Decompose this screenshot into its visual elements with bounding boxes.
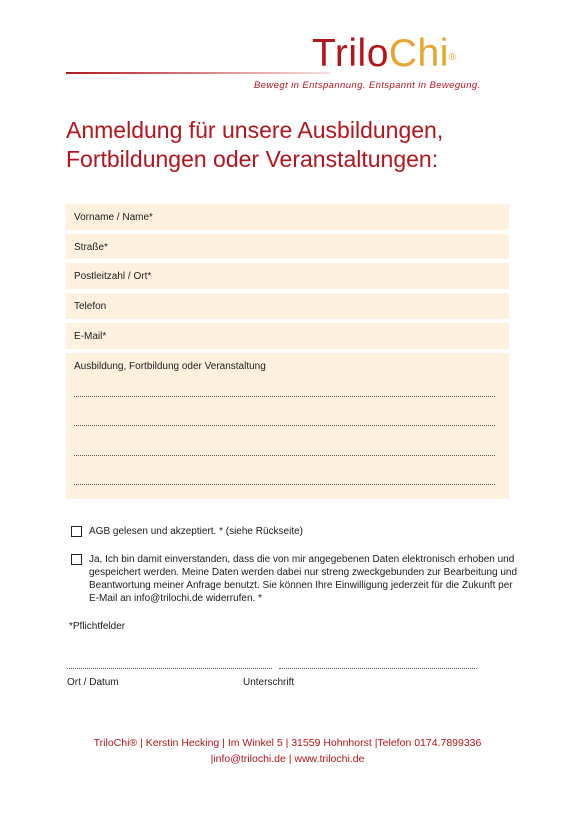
place-date-line[interactable] (67, 668, 272, 669)
agb-checkbox[interactable] (71, 526, 82, 537)
agb-checkbox-label: AGB gelesen und akzeptiert. * (siehe Rückseite) (89, 526, 303, 537)
consent-checkbox-label: Ja, Ich bin damit einverstanden, dass die von mir angegebenen Daten elektronisch erhoben und gespeichert werden. Meine Daten werden dabei nur streng zweckgebunden zur Bearbeitung und Beantwortung meiner Anfrage benutzt. Sie können Ihre Einwilligung jederzeit für die Zukunft per E-Mail an info@trilochi.de widerrufen. * (89, 554, 518, 604)
trilochi-logo (312, 34, 457, 74)
name-field-label: Vorname / Name* (74, 212, 153, 223)
title-line-2: Fortbildungen oder Veranstaltungen: (66, 146, 439, 172)
required-note: *Pflichtfelder (69, 621, 126, 632)
signature-label: Unterschrift (243, 677, 295, 688)
logo-text-trilo: Trilo (312, 32, 389, 75)
zip-city-field[interactable] (66, 263, 509, 289)
registered-mark: ® (448, 52, 457, 63)
footer-address: TriloChi® | Kerstin Hecking | Im Winkel 5 | 31559 Hohnhorst |Telefon 0174.7899336 (93, 737, 482, 749)
phone-field[interactable] (66, 293, 509, 319)
page-title (66, 116, 443, 174)
course-field-label: Ausbildung, Fortbildung oder Veranstaltung (74, 361, 266, 372)
email-field-label: E-Mail* (74, 331, 107, 342)
course-field[interactable] (66, 353, 509, 499)
course-line-2[interactable] (74, 425, 495, 426)
course-line-1[interactable] (74, 396, 495, 397)
phone-field-label: Telefon (74, 301, 107, 312)
course-line-3[interactable] (74, 455, 495, 456)
place-date-label: Ort / Datum (67, 677, 119, 688)
street-field-label: Straße* (74, 242, 108, 253)
course-line-4[interactable] (74, 484, 495, 485)
title-line-1: Anmeldung für unsere Ausbildungen, (66, 117, 444, 143)
header-rule (66, 72, 330, 74)
logo-text-chi: Chi (388, 32, 449, 75)
signature-line[interactable] (279, 668, 477, 669)
consent-checkbox[interactable] (71, 554, 82, 565)
street-field[interactable] (66, 234, 509, 259)
tagline: Bewegt in Entspannung. Entspannt in Bewegung. (254, 80, 481, 91)
zip-city-field-label: Postleitzahl / Ort* (74, 271, 152, 282)
footer-contact: |info@trilochi.de | www.trilochi.de (210, 753, 365, 765)
name-field[interactable] (66, 204, 509, 230)
email-field[interactable] (66, 323, 509, 349)
